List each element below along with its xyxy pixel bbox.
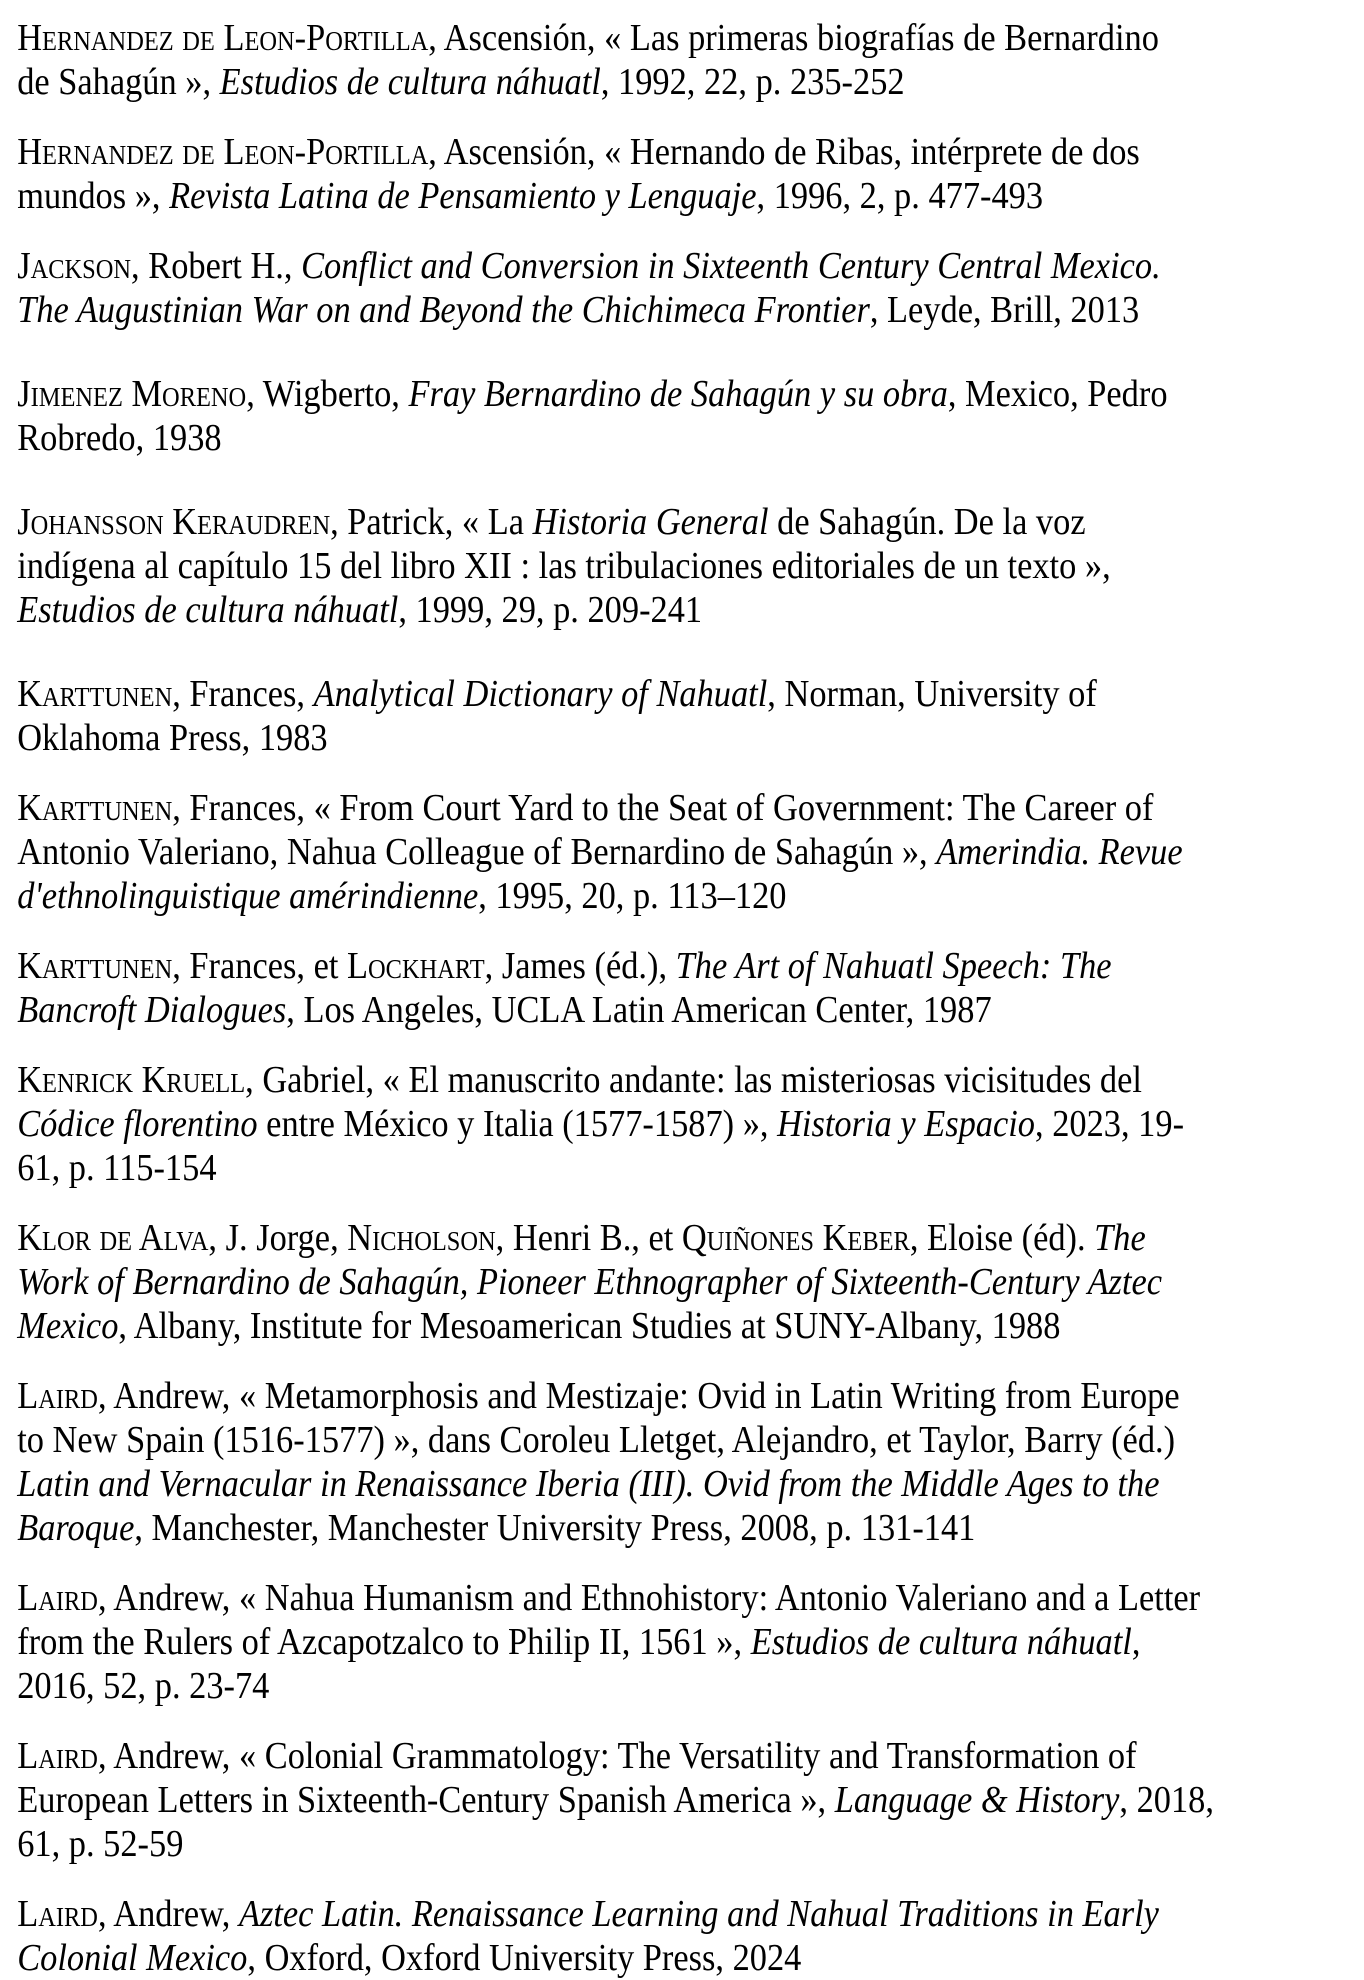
bibliography-entry: [17, 486, 1359, 632]
citation-text: indígena al capítulo 15 del libro XII : las tribulaciones editoriales de un texto »,: [17, 545, 1111, 587]
citation-text: , 1996, 2, p. 477-493: [756, 175, 1044, 217]
work-title: The: [1094, 1217, 1146, 1259]
citation-text: , Andrew, « Nahua Humanism and Ethnohistory: Antonio Valeriano and a Letter: [97, 1577, 1201, 1619]
author-name: Johansson Keraudren: [17, 501, 331, 543]
work-title: The Augustinian War on and Beyond the Chichimeca Frontier: [17, 289, 870, 331]
citation-text: entre México y Italia (1577-1587) »,: [257, 1103, 778, 1145]
citation-text: , Frances,: [172, 673, 314, 715]
work-title: Mexico: [17, 1305, 119, 1347]
work-title: Latin and Vernacular in Renaissance Iberia (III). Ovid from the Middle Ages to the: [17, 1463, 1160, 1505]
bibliography-entry: [17, 944, 1359, 1032]
citation-text: , Leyde, Brill, 2013: [869, 289, 1140, 331]
author-name: Laird: [17, 1735, 98, 1777]
author-name: Klor de Alva: [17, 1217, 209, 1259]
citation-text: , Robert H.,: [131, 245, 302, 287]
citation-text: , Henri B., et: [495, 1217, 682, 1259]
author-name: Laird: [17, 1375, 98, 1417]
citation-text: , Andrew, « Metamorphosis and Mestizaje: Ovid in Latin Writing from Europe: [97, 1375, 1180, 1417]
author-name: Karttunen: [17, 673, 173, 715]
author-name: Lockhart: [346, 945, 485, 987]
work-title: Work of Bernardino de Sahagún, Pioneer Ethnographer of Sixteenth-Century Aztec: [17, 1261, 1163, 1303]
author-name: Laird: [17, 1893, 98, 1935]
citation-text: Robredo, 1938: [17, 417, 222, 459]
citation-text: mundos »,: [17, 175, 170, 217]
bibliography-entry: [17, 130, 1359, 218]
bibliography: [17, 16, 1359, 1980]
author-name: Kenrick Kruell: [17, 1059, 246, 1101]
bibliography-entry: [17, 358, 1359, 460]
bibliography-entry: [17, 658, 1359, 760]
work-title: Fray Bernardino de Sahagún y su obra: [408, 373, 948, 415]
bibliography-entry: [17, 786, 1359, 918]
work-title: Estudios de cultura náhuatl: [750, 1621, 1132, 1663]
citation-text: 2016, 52, p. 23-74: [17, 1665, 270, 1707]
work-title: Bancroft Dialogues: [17, 989, 287, 1031]
citation-text: , Eloise (éd).: [909, 1217, 1095, 1259]
citation-text: , 2023, 19-: [1035, 1103, 1185, 1145]
work-title: Historia General: [532, 501, 769, 543]
citation-text: Oklahoma Press, 1983: [17, 717, 328, 759]
citation-text: 61, p. 115-154: [17, 1147, 217, 1189]
citation-text: de Sahagún. De la voz: [768, 501, 1086, 543]
citation-text: , Manchester, Manchester University Press, 2008, p. 131-141: [134, 1507, 976, 1549]
work-title: d'ethnolinguistique amérindienne: [17, 875, 479, 917]
bibliography-entry: [17, 1058, 1359, 1190]
citation-text: , Andrew, « Colonial Grammatology: The Versatility and Transformation of: [97, 1735, 1137, 1777]
citation-text: from the Rulers of Azcapotzalco to Philip II, 1561 »,: [17, 1621, 751, 1663]
bibliography-entry: [17, 16, 1359, 104]
citation-text: , Gabriel, « El manuscrito andante: las misteriosas vicisitudes del: [245, 1059, 1142, 1101]
bibliography-entry: [17, 1216, 1359, 1348]
work-title: The Art of Nahuatl Speech: The: [675, 945, 1112, 987]
work-title: Revista Latina de Pensamiento y Lenguaje: [169, 175, 757, 217]
author-name: Nicholson: [347, 1217, 496, 1259]
author-name: Jimenez Moreno: [17, 373, 247, 415]
work-title: Estudios de cultura náhuatl: [17, 589, 399, 631]
author-name: Jackson: [17, 245, 132, 287]
citation-text: , Albany, Institute for Mesoamerican Studies at SUNY-Albany, 1988: [118, 1305, 1061, 1347]
citation-text: , Ascensión, « Hernando de Ribas, intérprete de dos: [428, 131, 1140, 173]
citation-text: , James (éd.),: [484, 945, 676, 987]
citation-text: , Oxford, Oxford University Press, 2024: [247, 1937, 802, 1979]
work-title: Códice florentino: [17, 1103, 258, 1145]
work-title: Historia y Espacio: [777, 1103, 1036, 1145]
citation-text: , Norman, University of: [767, 673, 1097, 715]
citation-text: , 2018,: [1119, 1779, 1214, 1821]
citation-text: , Frances, « From Court Yard to the Seat of Government: The Career of: [172, 787, 1154, 829]
citation-text: , Patrick, « La: [330, 501, 533, 543]
citation-text: , 1999, 29, p. 209-241: [398, 589, 703, 631]
citation-text: , 1995, 20, p. 113–120: [478, 875, 787, 917]
work-title: Language & History: [834, 1779, 1120, 1821]
citation-text: de Sahagún »,: [17, 61, 220, 103]
bibliography-entry: [17, 1734, 1359, 1866]
citation-text: , Los Angeles, UCLA Latin American Center, 1987: [286, 989, 992, 1031]
work-title: Analytical Dictionary of Nahuatl: [313, 673, 768, 715]
work-title: Colonial Mexico: [17, 1937, 248, 1979]
bibliography-entry: [17, 1576, 1359, 1708]
work-title: Baroque: [17, 1507, 135, 1549]
work-title: Aztec Latin. Renaissance Learning and Nahual Traditions in Early: [238, 1893, 1159, 1935]
citation-text: , Ascensión, « Las primeras biografías de Bernardino: [428, 17, 1159, 59]
bibliography-entry: [17, 1374, 1359, 1550]
citation-text: , 1992, 22, p. 235-252: [600, 61, 905, 103]
citation-text: , J. Jorge,: [208, 1217, 348, 1259]
author-name: Karttunen: [17, 787, 173, 829]
author-name: Quiñones Keber: [681, 1217, 910, 1259]
work-title: Estudios de cultura náhuatl: [219, 61, 601, 103]
author-name: Hernandez de Leon-Portilla: [17, 17, 429, 59]
author-name: Hernandez de Leon-Portilla: [17, 131, 429, 173]
work-title: Amerindia. Revue: [936, 831, 1183, 873]
citation-text: European Letters in Sixteenth-Century Spanish America »,: [17, 1779, 835, 1821]
citation-text: ,: [1131, 1621, 1141, 1663]
bibliography-entry: [17, 244, 1359, 332]
author-name: Karttunen: [17, 945, 173, 987]
author-name: Laird: [17, 1577, 98, 1619]
citation-text: , Mexico, Pedro: [947, 373, 1168, 415]
citation-text: 61, p. 52-59: [17, 1823, 184, 1865]
citation-text: Antonio Valeriano, Nahua Colleague of Bernardino de Sahagún »,: [17, 831, 937, 873]
citation-text: , Andrew,: [97, 1893, 239, 1935]
citation-text: , Wigberto,: [246, 373, 409, 415]
citation-text: to New Spain (1516-1577) », dans Coroleu Lletget, Alejandro, et Taylor, Barry (éd.): [17, 1419, 1176, 1461]
bibliography-entry: [17, 1892, 1359, 1980]
work-title: Conflict and Conversion in Sixteenth Century Central Mexico.: [301, 245, 1161, 287]
citation-text: , Frances, et: [172, 945, 347, 987]
